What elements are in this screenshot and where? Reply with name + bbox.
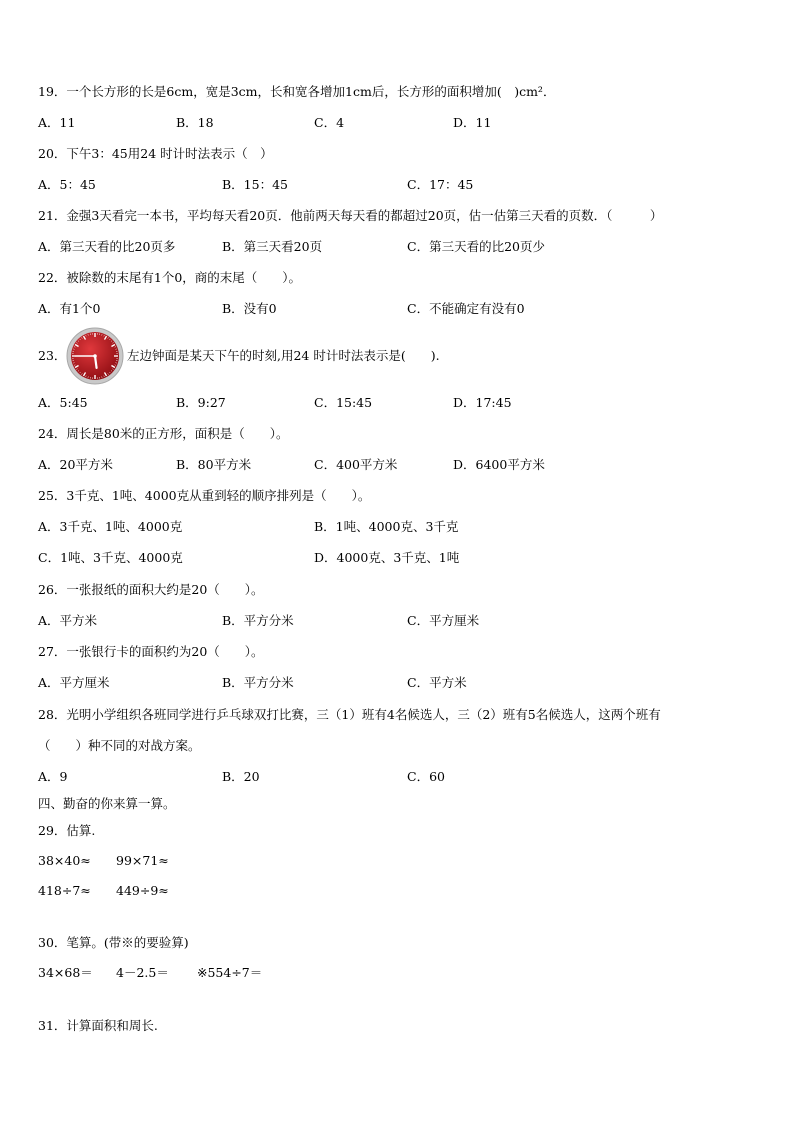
- q19-stem: 19．一个长方形的长是6cm，宽是3cm，长和宽各增加1cm后，长方形的面积增加( )cm²．: [38, 84, 556, 99]
- q28-option-b: B．20: [222, 769, 260, 784]
- q30-item-1: 34×68＝: [38, 965, 93, 980]
- q19-option-c: C．4: [314, 115, 345, 130]
- q25-option-d: D．4000克、3千克、1吨: [314, 550, 460, 565]
- q22-option-b: B．没有0: [222, 301, 277, 316]
- q21-option-b: B．第三天看20页: [222, 239, 323, 254]
- q20-option-a: A．5：45: [38, 177, 96, 192]
- q23-stem: 左边钟面是某天下午的时刻,用24 时计时法表示是( ).: [127, 348, 440, 363]
- q19-option-a: A．11: [38, 115, 76, 130]
- q24-stem: 24．周长是80米的正方形，面积是（ ）。: [38, 426, 289, 441]
- q24-option-c: C．400平方米: [314, 457, 398, 472]
- q27-option-c: C．平方米: [407, 675, 467, 690]
- section-heading: 四、勤奋的你来算一算。: [38, 796, 176, 811]
- q23-option-d: D．17:45: [453, 395, 512, 410]
- q25-option-a: A．3千克、1吨、4000克: [38, 519, 183, 534]
- q28-stem-continued: （ ）种不同的对战方案。: [38, 738, 201, 753]
- q26-stem: 26．一张报纸的面积大约是20（ ）。: [38, 582, 264, 597]
- q23-number: 23．: [38, 348, 67, 363]
- q26-option-c: C．平方厘米: [407, 613, 480, 628]
- q21-stem: 21．金强3天看完一本书，平均每天看20页．他前两天每天看的都超过20页，估一估第三天看的页数．（ ）: [38, 208, 663, 223]
- q28-option-a: A．9: [38, 769, 68, 784]
- q25-stem: 25．3千克、1吨、4000克从重到轻的顺序排列是（ ）。: [38, 488, 371, 503]
- clock-hour-hand: [95, 356, 97, 368]
- q29-item-1: 38×40≈: [38, 853, 91, 868]
- q20-option-c: C．17：45: [407, 177, 474, 192]
- q24-option-d: D．6400平方米: [453, 457, 545, 472]
- q30-item-3: ※554÷7＝: [197, 965, 263, 980]
- q30-stem: 30．笔算。(带※的要验算): [38, 935, 189, 950]
- q29-stem: 29．估算.: [38, 823, 96, 838]
- q25-option-c: C．1吨、3千克、4000克: [38, 550, 183, 565]
- q24-option-a: A．20平方米: [38, 457, 113, 472]
- q22-option-c: C．不能确定有没有0: [407, 301, 525, 316]
- q23-option-a: A．5:45: [38, 395, 88, 410]
- q29-item-4: 449÷9≈: [116, 883, 169, 898]
- q27-stem: 27．一张银行卡的面积约为20（ ）。: [38, 644, 264, 659]
- clock-face-image: [66, 327, 124, 385]
- q25-option-b: B．1吨、4000克、3千克: [314, 519, 459, 534]
- q27-option-a: A．平方厘米: [38, 675, 110, 690]
- q22-stem: 22．被除数的末尾有1个0，商的末尾（ ）。: [38, 270, 302, 285]
- q30-item-2: 4－2.5＝: [116, 965, 169, 980]
- q19-option-b: B．18: [176, 115, 214, 130]
- q20-option-b: B．15：45: [222, 177, 288, 192]
- q21-option-c: C．第三天看的比20页少: [407, 239, 545, 254]
- q20-stem: 20．下午3：45用24 时计时法表示（ ）: [38, 146, 273, 161]
- q23-option-c: C．15:45: [314, 395, 373, 410]
- q26-option-b: B．平方分米: [222, 613, 294, 628]
- q28-stem: 28．光明小学组织各班同学进行乒乓球双打比赛，三（1）班有4名候选人，三（2）班有5名候选人，这两个班有: [38, 707, 661, 722]
- q28-option-c: C．60: [407, 769, 445, 784]
- q29-item-3: 418÷7≈: [38, 883, 91, 898]
- q23-option-b: B．9:27: [176, 395, 226, 410]
- q31-stem: 31．计算面积和周长.: [38, 1018, 158, 1033]
- q21-option-a: A．第三天看的比20页多: [38, 239, 176, 254]
- q22-option-a: A．有1个0: [38, 301, 101, 316]
- q24-option-b: B．80平方米: [176, 457, 252, 472]
- q26-option-a: A．平方米: [38, 613, 98, 628]
- clock-center: [93, 354, 97, 358]
- q19-option-d: D．11: [453, 115, 492, 130]
- q27-option-b: B．平方分米: [222, 675, 294, 690]
- q29-item-2: 99×71≈: [116, 853, 169, 868]
